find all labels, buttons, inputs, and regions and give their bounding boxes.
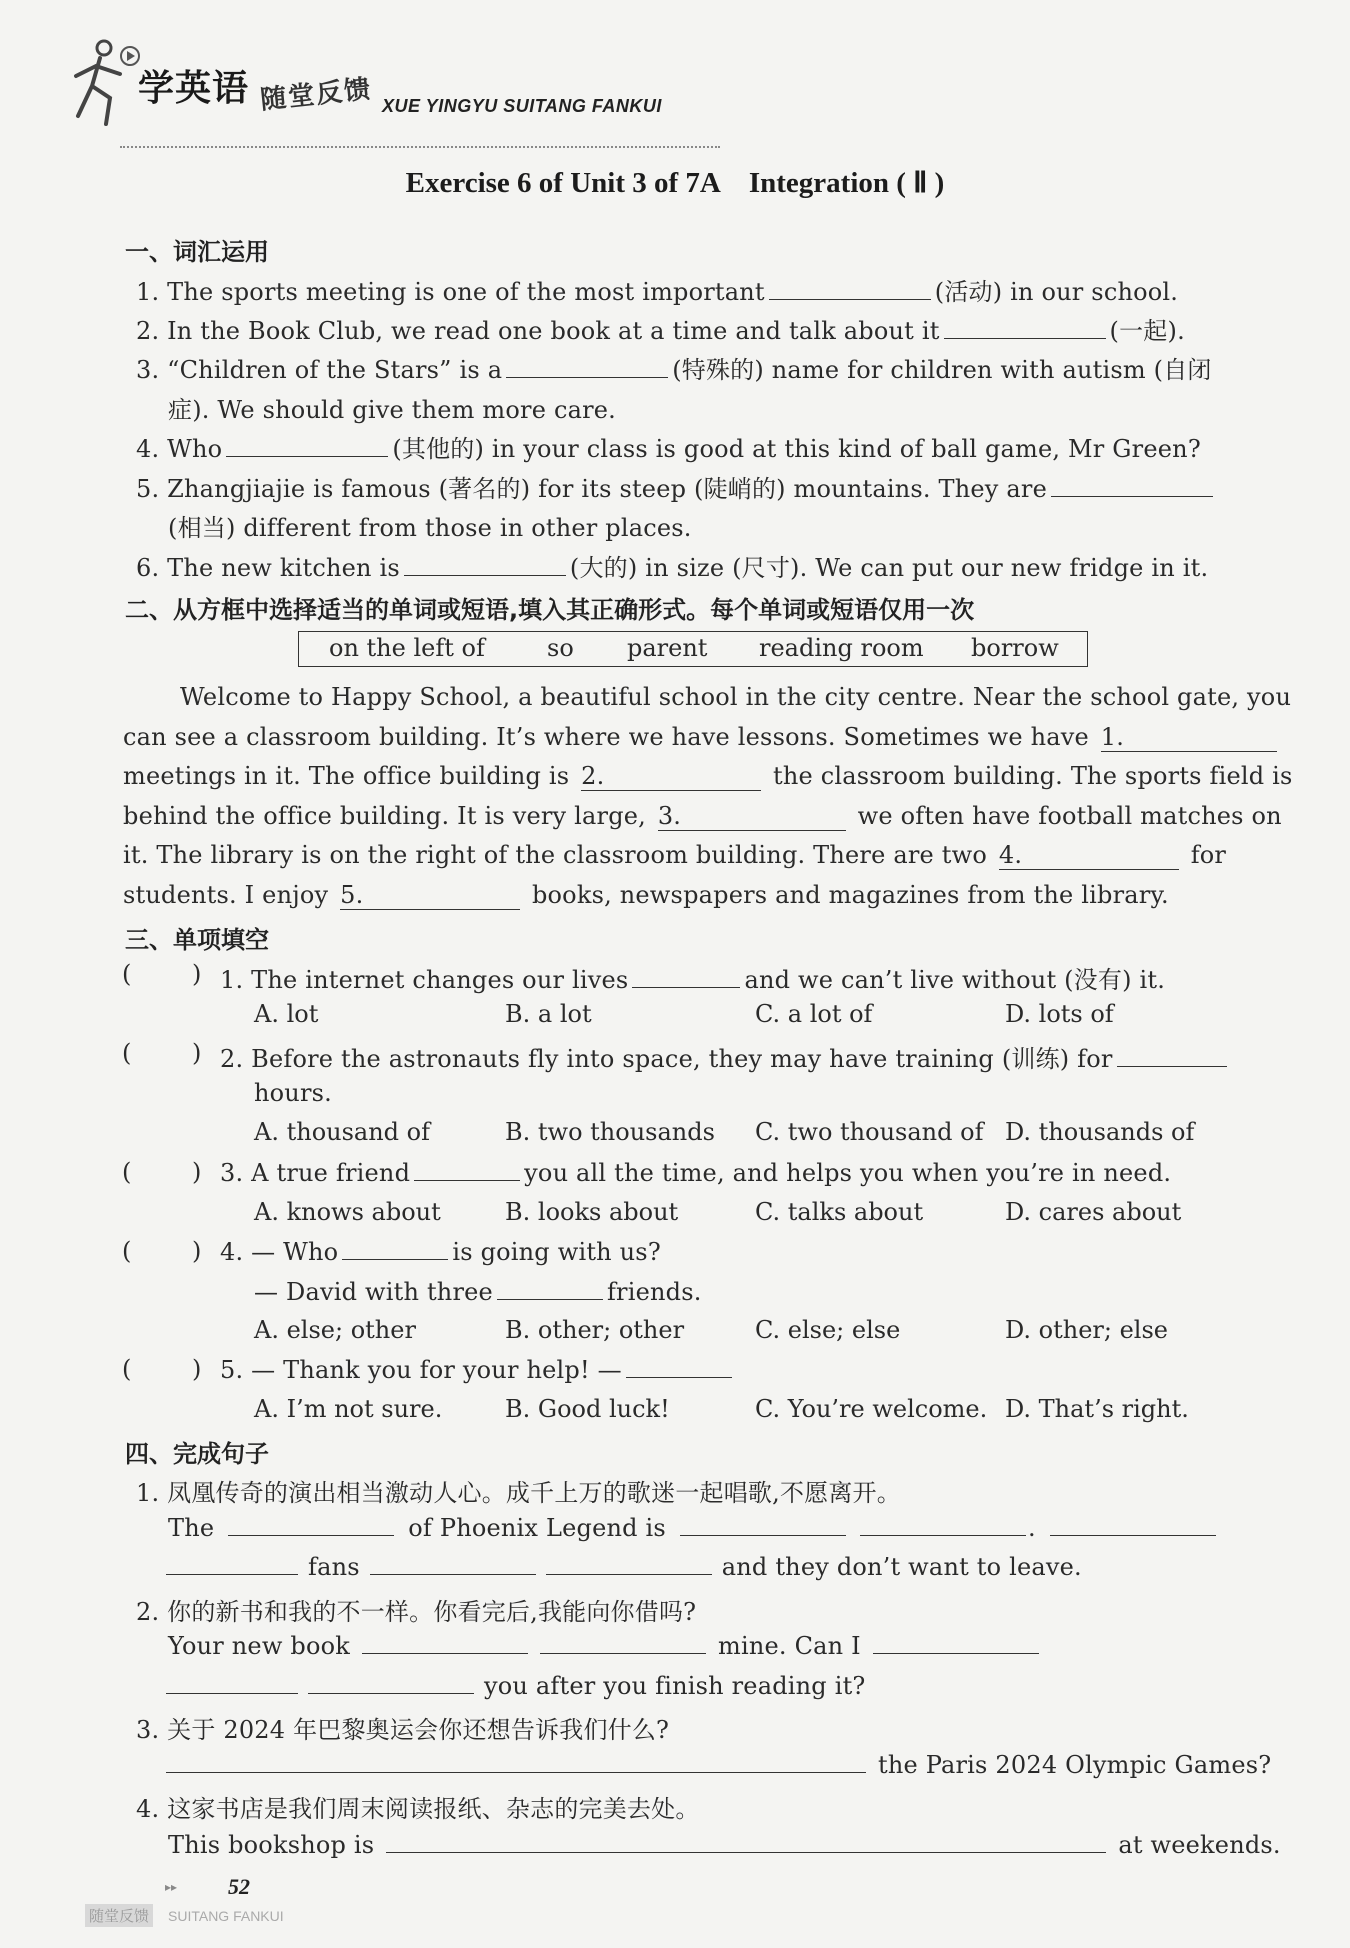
page-number: 52 [228, 1874, 250, 1899]
answer-blank[interactable] [1050, 1513, 1216, 1536]
s1-q3-cont: 症). We should give them more care. [168, 396, 616, 424]
answer-blank[interactable] [166, 1750, 866, 1773]
s1-q3: 3. “Children of the Stars” is a (特殊的) name for children with autism (自闭 [136, 356, 1212, 384]
answer-paren-close: ) [192, 1355, 202, 1383]
answer-blank[interactable] [1051, 474, 1213, 497]
s3-q1-option-c[interactable]: C. a lot of [755, 1000, 873, 1028]
answer-blank-1[interactable]: 1. [1101, 723, 1277, 752]
answer-blank[interactable] [680, 1513, 846, 1536]
answer-blank[interactable] [873, 1631, 1039, 1654]
s2-line-6: students. I enjoy 5. books, newspapers and magazines from the library. [123, 881, 1169, 909]
title-exercise: Exercise 6 of Unit 3 of 7A [405, 167, 721, 199]
s3-q2-option-c[interactable]: C. two thousand of [755, 1118, 984, 1146]
answer-blank[interactable] [166, 1552, 298, 1575]
s3-q4-option-b[interactable]: B. other; other [505, 1316, 685, 1344]
s3-q3-option-a[interactable]: A. knows about [254, 1198, 441, 1226]
answer-blank[interactable] [404, 553, 566, 576]
answer-blank[interactable] [362, 1631, 528, 1654]
s3-q2-cont: hours. [254, 1079, 332, 1107]
answer-blank[interactable] [506, 355, 668, 378]
answer-blank[interactable] [860, 1513, 1026, 1536]
s4-q1-chinese: 1. 凤凰传奇的演出相当激动人心。成千上万的歌迷一起唱歌,不愿离开。 [136, 1479, 901, 1507]
answer-blank[interactable] [342, 1237, 448, 1260]
s3-q3: 3. A true friend you all the time, and helps you when you’re in need. [220, 1159, 1172, 1187]
answer-blank-5[interactable]: 5. [340, 881, 520, 910]
s1-q4: 4. Who (其他的) in your class is good at this kind of ball game, Mr Green? [136, 435, 1201, 463]
answer-blank[interactable] [1117, 1044, 1227, 1067]
answer-paren-open: ( [122, 1158, 132, 1186]
answer-blank[interactable] [944, 316, 1106, 339]
s4-q2-line2: you after you finish reading it? [166, 1671, 865, 1700]
s3-q4-option-c[interactable]: C. else; else [755, 1316, 901, 1344]
section-4-heading: 四、完成句子 [125, 1440, 269, 1468]
s2-line-4: behind the office building. It is very large, 3. we often have football matches on [123, 802, 1282, 830]
answer-paren-open: ( [122, 960, 132, 988]
s4-q3-chinese: 3. 关于 2024 年巴黎奥运会你还想告诉我们什么? [136, 1716, 670, 1744]
s1-q5-cont: (相当) different from those in other places. [168, 514, 692, 542]
s1-q2: 2. In the Book Club, we read one book at a time and talk about it (一起). [136, 317, 1185, 345]
word-option: on the left of [329, 634, 485, 662]
answer-blank[interactable] [632, 965, 740, 988]
answer-blank[interactable] [626, 1355, 732, 1378]
s3-q4: 4. — Who is going with us? [220, 1238, 661, 1266]
s2-line-1: Welcome to Happy School, a beautiful school in the city centre. Near the school gate, you [180, 683, 1292, 711]
s3-q2: 2. Before the astronauts fly into space, they may have training (训练) for [220, 1039, 1231, 1074]
answer-blank[interactable] [308, 1671, 474, 1694]
brand-chinese: 学英语 [138, 68, 250, 109]
s3-q5-option-d[interactable]: D. That’s right. [1005, 1395, 1189, 1423]
answer-paren-open: ( [122, 1039, 132, 1067]
s3-q5-option-a[interactable]: A. I’m not sure. [254, 1395, 443, 1423]
s4-q1-line2: fans and they don’t want to leave. [166, 1552, 1082, 1581]
s3-q4-option-d[interactable]: D. other; else [1005, 1316, 1168, 1344]
answer-paren-close: ) [192, 1237, 202, 1265]
answer-blank[interactable] [226, 434, 388, 457]
answer-paren-close: ) [192, 960, 202, 988]
answer-blank[interactable] [769, 277, 931, 300]
answer-blank-3[interactable]: 3. [658, 802, 846, 831]
answer-blank[interactable] [414, 1158, 520, 1181]
page-title [0, 165, 1350, 200]
s4-q4-chinese: 4. 这家书店是我们周末阅读报纸、杂志的完美去处。 [136, 1795, 700, 1823]
word-option: parent [627, 634, 708, 662]
s4-q3-line: the Paris 2024 Olympic Games? [166, 1750, 1271, 1779]
s3-q3-option-c[interactable]: C. talks about [755, 1198, 924, 1226]
s1-q1: 1. The sports meeting is one of the most important (活动) in our school. [136, 278, 1179, 306]
header-divider [120, 146, 720, 148]
s4-q4-line: This bookshop is at weekends. [168, 1831, 1281, 1859]
footer-brand: 随堂反馈 [85, 1904, 153, 1927]
answer-paren-open: ( [122, 1355, 132, 1383]
s3-q4-option-a[interactable]: A. else; other [254, 1316, 416, 1344]
s4-q2-chinese: 2. 你的新书和我的不一样。你看完后,我能向你借吗? [136, 1598, 697, 1626]
page-arrow-icon: ▸▸ [165, 1880, 178, 1894]
section-1-heading: 一、词汇运用 [125, 238, 269, 266]
s3-q2-option-d[interactable]: D. thousands of [1005, 1118, 1195, 1146]
footer-brand-english: SUITANG FANKUI [168, 1908, 284, 1924]
title-integration: Integration ( Ⅱ ) [748, 167, 945, 199]
section-2-heading: 二、从方框中选择适当的单词或短语,填入其正确形式。每个单词或短语仅用一次 [125, 596, 975, 624]
answer-paren-close: ) [192, 1158, 202, 1186]
s3-q4-reply: — David with three friends. [254, 1278, 702, 1306]
word-option: reading room [759, 634, 924, 662]
answer-blank[interactable] [540, 1631, 706, 1654]
s3-q5: 5. — Thank you for your help! — [220, 1355, 736, 1384]
answer-blank[interactable] [497, 1277, 603, 1300]
word-option: borrow [971, 634, 1059, 662]
answer-paren-open: ( [122, 1237, 132, 1265]
answer-paren-close: ) [192, 1039, 202, 1067]
s3-q1-option-d[interactable]: D. lots of [1005, 1000, 1114, 1028]
s4-q1-line1: The of Phoenix Legend is . [168, 1513, 1216, 1542]
s2-line-5: it. The library is on the right of the classroom building. There are two 4. for [123, 841, 1227, 869]
runner-icon [70, 36, 140, 126]
word-box [298, 631, 1088, 667]
answer-blank[interactable] [166, 1671, 298, 1694]
answer-blank-4[interactable]: 4. [999, 841, 1179, 870]
word-option: so [547, 634, 574, 662]
s1-q5: 5. Zhangjiajie is famous (著名的) for its steep (陡峭的) mountains. They are [136, 469, 1217, 504]
s2-line-2: can see a classroom building. It’s where we have lessons. Sometimes we have 1. [123, 723, 1281, 752]
s3-q1-option-b[interactable]: B. a lot [505, 1000, 592, 1028]
header-banner [60, 26, 700, 136]
s1-q6: 6. The new kitchen is (大的) in size (尺寸). We can put our new fridge in it. [136, 554, 1209, 582]
answer-blank[interactable] [370, 1552, 536, 1575]
s3-q5-option-b[interactable]: B. Good luck! [505, 1395, 670, 1423]
answer-blank[interactable] [386, 1830, 1106, 1853]
s4-q2-line1: Your new book mine. Can I [168, 1631, 1039, 1660]
brand-english: XUE YINGYU SUITANG FANKUI [382, 96, 662, 116]
section-3-heading: 三、单项填空 [125, 926, 269, 954]
s3-q1: 1. The internet changes our lives and we can’t live without (没有) it. [220, 966, 1166, 994]
answer-blank[interactable] [228, 1513, 394, 1536]
s3-q1-option-a[interactable]: A. lot [254, 1000, 319, 1028]
s3-q3-option-d[interactable]: D. cares about [1005, 1198, 1182, 1226]
s3-q3-option-b[interactable]: B. looks about [505, 1198, 679, 1226]
s3-q2-option-a[interactable]: A. thousand of [254, 1118, 431, 1146]
answer-blank-2[interactable]: 2. [581, 762, 761, 791]
answer-blank[interactable] [546, 1552, 712, 1575]
s2-line-3: meetings in it. The office building is 2. the classroom building. The sports field is [123, 762, 1293, 790]
s3-q5-option-c[interactable]: C. You’re welcome. [755, 1395, 988, 1423]
s3-q2-option-b[interactable]: B. two thousands [505, 1118, 715, 1146]
brand-chinese-sub: 随堂反馈 [259, 74, 374, 116]
